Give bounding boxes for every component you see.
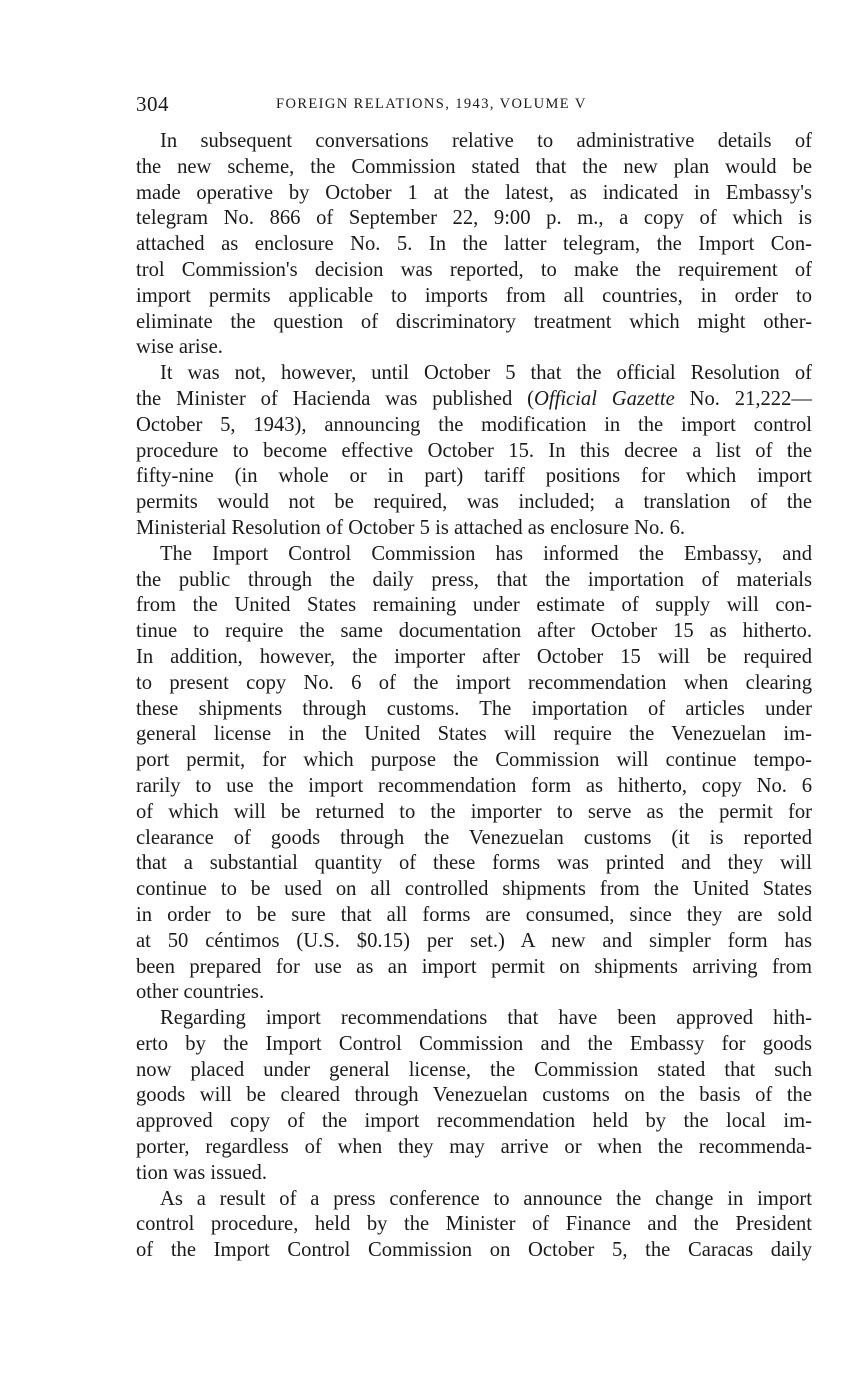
text-line: porter, regardless of when they may arrive or when the recommenda- [136, 1136, 812, 1159]
text-line: the public through the daily press, that the importation of materials [136, 568, 812, 591]
text-line: from the United States remaining under estimate of supply will con- [136, 594, 812, 617]
text-line: The Import Control Commission has informed the Embassy, and [160, 542, 812, 565]
text-line: in order to be sure that all forms are consumed, since they are sold [136, 903, 812, 926]
text-segment: the Minister of Hacienda was published ( [136, 387, 535, 410]
text-line: to present copy No. 6 of the import recommendation when clearing [136, 671, 812, 694]
text-line: these shipments through customs. The importation of articles under [136, 697, 812, 720]
gazette-title: Official Gazette [534, 387, 675, 410]
text-line: wise arise. [136, 336, 223, 359]
text-line: continue to be used on all controlled shipments from the United States [136, 878, 812, 901]
paragraph-4 [136, 1006, 812, 1187]
running-head-title: FOREIGN RELATIONS, 1943, VOLUME V [276, 96, 587, 112]
text-line: clearance of goods through the Venezuelan customs (it is reported [136, 826, 812, 849]
text-line: been prepared for use as an import permit on shipments arriving from [136, 955, 812, 978]
text-line: port permit, for which purpose the Commission will continue tempo- [136, 749, 812, 772]
paragraph-1 [136, 129, 812, 361]
text-line: telegram No. 866 of September 22, 9:00 p. m., a copy of which is [136, 207, 812, 230]
text-line: tinue to require the same documentation after October 15 as hitherto. [136, 620, 812, 643]
text-line: fifty-nine (in whole or in part) tariff positions for which import [136, 465, 812, 488]
page-number: 304 [136, 92, 169, 116]
document-page [136, 92, 812, 1264]
text-line: attached as enclosure No. 5. In the latter telegram, the Import Con- [136, 233, 812, 256]
text-line: tion was issued. [136, 1161, 267, 1184]
text-line: Regarding import recommendations that have been approved hith- [160, 1007, 812, 1030]
text-line: now placed under general license, the Commission stated that such [136, 1058, 812, 1081]
text-line: In subsequent conversations relative to administrative details of [160, 130, 812, 152]
text-line: import permits applicable to imports from all countries, in order to [136, 284, 812, 307]
text-line: permits would not be required, was included; a translation of the [136, 491, 812, 514]
text-line: It was not, however, until October 5 that the official Resolution of [160, 362, 812, 385]
text-line: As a result of a press conference to announce the change in import [160, 1187, 812, 1210]
text-line: control procedure, held by the Minister of Finance and the President [136, 1213, 812, 1236]
text-line: goods will be cleared through Venezuelan customs on the basis of the [136, 1084, 812, 1107]
text-line: procedure to become effective October 15. In this decree a list of the [136, 439, 812, 462]
running-head [136, 92, 812, 120]
paragraph-2 [136, 361, 812, 542]
text-line: made operative by October 1 at the latest, as indicated in Embassy's [136, 181, 812, 204]
text-line: Ministerial Resolution of October 5 is attached as enclosure No. 6. [136, 516, 686, 539]
text-line: eliminate the question of discriminatory treatment which might other- [136, 310, 812, 333]
text-line: other countries. [136, 981, 265, 1004]
paragraph-3 [136, 542, 812, 1006]
text-segment: No. 21,222— [674, 387, 812, 410]
text-line: rarily to use the import recommendation form as hitherto, copy No. 6 [136, 774, 812, 797]
text-line-with-citation [136, 387, 812, 413]
text-line: that a substantial quantity of these forms was printed and they will [136, 852, 812, 875]
text-line: the new scheme, the Commission stated that the new plan would be [136, 155, 812, 178]
text-line: approved copy of the import recommendation held by the local im- [136, 1110, 812, 1133]
text-line: October 5, 1943), announcing the modification in the import control [136, 413, 812, 436]
paragraph-5 [136, 1187, 812, 1264]
text-line: erto by the Import Control Commission and the Embassy for goods [136, 1032, 812, 1055]
text-line: general license in the United States will require the Venezuelan im- [136, 723, 812, 746]
text-line: In addition, however, the importer after October 15 will be required [136, 645, 812, 668]
text-line: of the Import Control Commission on October 5, the Caracas daily [136, 1239, 812, 1262]
text-line: of which will be returned to the importer to serve as the permit for [136, 800, 812, 823]
text-line: trol Commission's decision was reported, to make the requirement of [136, 258, 812, 281]
text-line: at 50 céntimos (U.S. $0.15) per set.) A new and simpler form has [136, 929, 812, 952]
